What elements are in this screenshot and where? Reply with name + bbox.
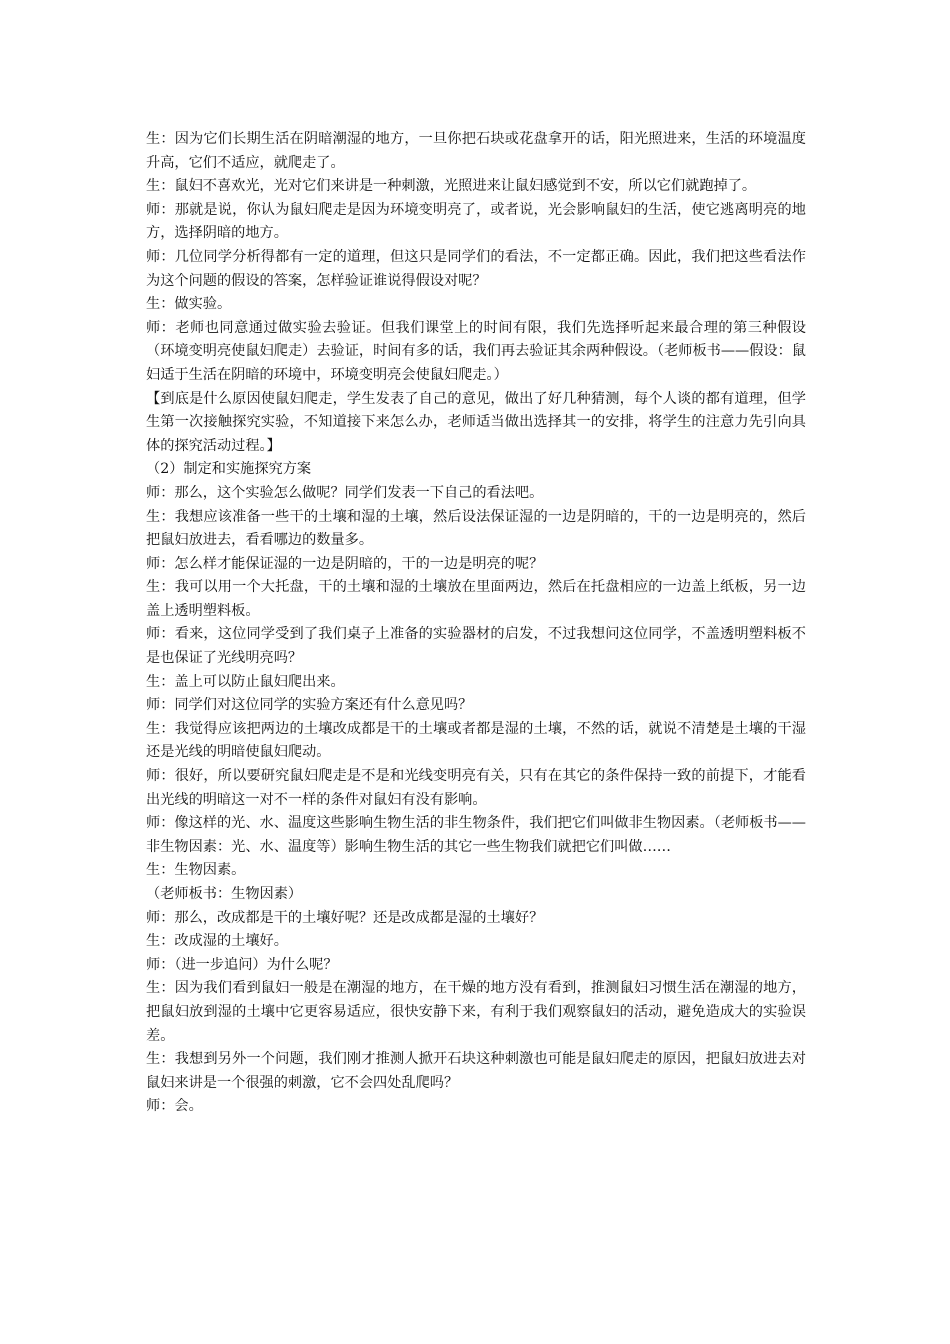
- paragraph: 生：改成湿的土壤好。: [146, 933, 288, 950]
- paragraph: 生：我觉得应该把两边的土壤改成都是干的土壤或者都是湿的土壤，不然的话，就说不清楚是土壤的干湿还是光线的明暗使鼠妇爬动。: [146, 720, 806, 761]
- paragraph: 师：像这样的光、水、温度这些影响生物生活的非生物条件，我们把它们叫做非生物因素。（老师板书——非生物因素：光、水、温度等）影响生物生活的其它一些生物我们就把它们叫做……: [146, 815, 806, 855]
- paragraph: 生：因为我们看到鼠妇一般是在潮湿的地方，在干燥的地方没有看到，推测鼠妇习惯生活在潮湿的地方，把鼠妇放到湿的土壤中它更容易适应，很快安静下来，有利于我们观察鼠妇的活动，避免造成大的实验误差。: [146, 980, 806, 1044]
- document-body: [146, 128, 806, 1119]
- paragraph: 师：（进一步追问）为什么呢？: [146, 956, 338, 973]
- paragraph: 师：同学们对这位同学的实验方案还有什么意见吗？: [146, 697, 473, 714]
- paragraph: 生：生物因素。: [146, 862, 246, 879]
- paragraph: 师：老师也同意通过做实验去验证。但我们课堂上的时间有限，我们先选择听起来最合理的第三种假设（环境变明亮使鼠妇爬走）去验证，时间有多的话，我们再去验证其余两种假设。（老师板书——假设：鼠妇适于生活在阴暗的环境中，环境变明亮会使鼠妇爬走。）: [146, 319, 806, 383]
- section-heading: （2）制定和实施探究方案: [146, 461, 312, 478]
- paragraph: 生：我想应该准备一些干的土壤和湿的土壤，然后设法保证湿的一边是阴暗的，干的一边是明亮的，然后把鼠妇放进去，看看哪边的数量多。: [146, 508, 806, 549]
- paragraph: 师：那么，改成都是干的土壤好呢？还是改成都是湿的土壤好？: [146, 909, 544, 926]
- paragraph: 师：那么，这个实验怎么做呢？同学们发表一下自己的看法吧。: [146, 484, 544, 501]
- paragraph: 生：因为它们长期生活在阴暗潮湿的地方，一旦你把石块或花盘拿开的话，阳光照进来，生活的环境温度升高，它们不适应，就爬走了。: [146, 131, 806, 171]
- paragraph: 生：盖上可以防止鼠妇爬出来。: [146, 673, 345, 690]
- paragraph: 师：几位同学分析得都有一定的道理，但这只是同学们的看法，不一定都正确。因此，我们把这些看法作为这个问题的假设的答案，怎样验证谁说得假设对呢？: [146, 248, 806, 289]
- paragraph: 生：鼠妇不喜欢光，光对它们来讲是一种刺激，光照进来让鼠妇感觉到不安，所以它们就跑掉了。: [146, 178, 757, 195]
- paragraph: 师：会。: [146, 1098, 203, 1115]
- paragraph: 生：我可以用一个大托盘，干的土壤和湿的土壤放在里面两边，然后在托盘相应的一边盖上纸板，另一边盖上透明塑料板。: [146, 579, 806, 619]
- commentary-paragraph: 【到底是什么原因使鼠妇爬走，学生发表了自己的意见，做出了好几种猜测，每个人谈的都有道理，但学生第一次接触探究实验，不知道接下来怎么办，老师适当做出选择其一的安排，将学生的注意力先引向具体的探究活动过程。】: [146, 390, 806, 454]
- paragraph: （老师板书：生物因素）: [146, 886, 303, 902]
- paragraph: 师：怎么样才能保证湿的一边是阴暗的，干的一边是明亮的呢？: [146, 555, 544, 572]
- paragraph: 师：那就是说，你认为鼠妇爬走是因为环境变明亮了，或者说，光会影响鼠妇的生活，使它逃离明亮的地方，选择阴暗的地方。: [146, 201, 806, 242]
- paragraph: 师：很好，所以要研究鼠妇爬走是不是和光线变明亮有关，只有在其它的条件保持一致的前提下，才能看出光线的明暗这一对不一样的条件对鼠妇有没有影响。: [146, 768, 806, 808]
- paragraph: 生：我想到另外一个问题，我们刚才推测人掀开石块这种刺激也可能是鼠妇爬走的原因，把鼠妇放进去对鼠妇来讲是一个很强的刺激，它不会四处乱爬吗？: [146, 1051, 806, 1091]
- paragraph: 师：看来，这位同学受到了我们桌子上准备的实验器材的启发，不过我想问这位同学，不盖透明塑料板不是也保证了光线明亮吗？: [146, 626, 806, 667]
- paragraph: 生：做实验。: [146, 296, 232, 313]
